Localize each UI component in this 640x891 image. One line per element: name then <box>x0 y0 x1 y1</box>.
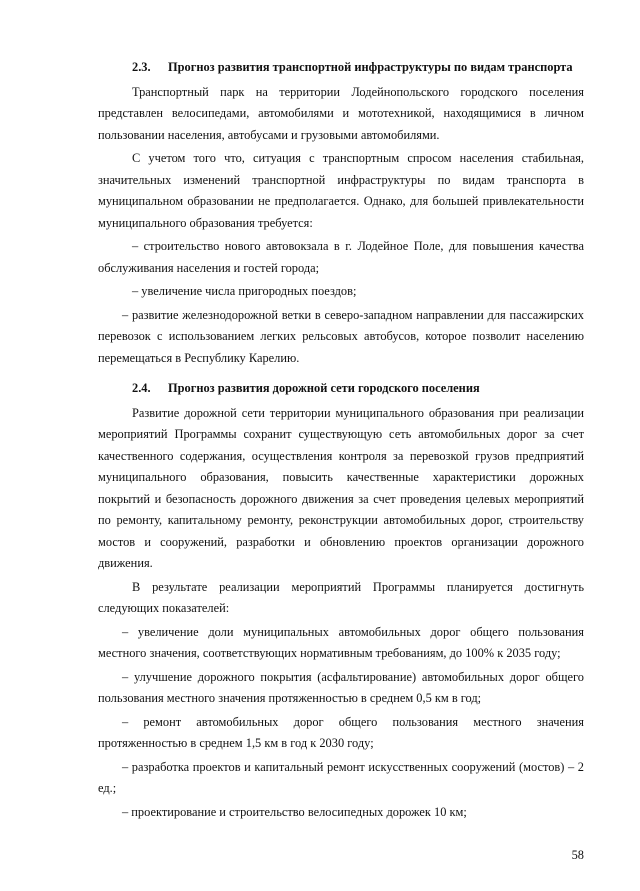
page-number: 58 <box>571 848 584 862</box>
list-item: – проектирование и строительство велосипедных дорожек 10 км; <box>122 804 467 819</box>
paragraph: В результате реализации мероприятий Программы планируется достигнуть следующих показателей: <box>98 579 584 615</box>
page-content <box>98 57 584 825</box>
paragraph: Развитие дорожной сети территории муниципального образования при реализации мероприятий Программы сохранит существующую сеть автомобильных дорог за счет качественного содержания, осуществления контроля за перевозкой грузов предприятий муниципального образования, повысить качественные характеристики дорожных покрытий и безопасность дорожного движения за счет проведения целевых мероприятий по ремонту, капитальному ремонту, реконструкции автомобильных дорог, строительству мостов и сооружений, разработки и обновлению проектов организации дорожного движения. <box>98 405 584 570</box>
paragraph: Транспортный парк на территории Лодейнопольского городского поселения представлен велосипедами, автомобилями и мототехникой, находящимися в личном пользовании населения, автобусами и грузовыми автомобилями. <box>98 84 584 142</box>
section-number: 2.3. <box>132 60 151 74</box>
list-item: – увеличение доли муниципальных автомобильных дорог общего пользования местного значения, соответствующих нормативным требованиям, до 100% к 2035 году; <box>98 624 584 660</box>
section-heading-2-4 <box>98 378 584 400</box>
paragraph: С учетом того что, ситуация с транспортным спросом населения стабильная, значительных изменений транспортной инфраструктуры по видам транспорта в муниципальном образовании не предполагается. Однако, для большей привлекательности муниципального образования требуется: <box>98 151 584 230</box>
list-item: – увеличение числа пригородных поездов; <box>132 284 357 298</box>
section-number: 2.4. <box>132 381 151 395</box>
section-title: Прогноз развития транспортной инфраструктуры по видам транспорта <box>168 60 573 74</box>
list-item: – ремонт автомобильных дорог общего пользования местного значения протяженностью в среднем 1,5 км в год к 2030 году; <box>98 714 584 750</box>
list-item: – строительство нового автовокзала в г. Лодейное Поле, для повышения качества обслуживания населения и гостей города; <box>98 239 584 275</box>
list-item: – разработка проектов и капитальный ремонт искусственных сооружений (мостов) – 2 ед.; <box>98 759 584 795</box>
section-heading-2-3 <box>98 57 584 79</box>
list-item: – улучшение дорожного покрытия (асфальтирование) автомобильных дорог общего пользования местного значения протяженностью в среднем 0,5 км в год; <box>98 669 584 705</box>
section-title: Прогноз развития дорожной сети городского поселения <box>168 381 480 395</box>
list-item: – развитие железнодорожной ветки в северо-западном направлении для пассажирских перевозок с использованием легких рельсовых автобусов, которое позволит населению перемещаться в Республику Карелию. <box>98 307 584 365</box>
